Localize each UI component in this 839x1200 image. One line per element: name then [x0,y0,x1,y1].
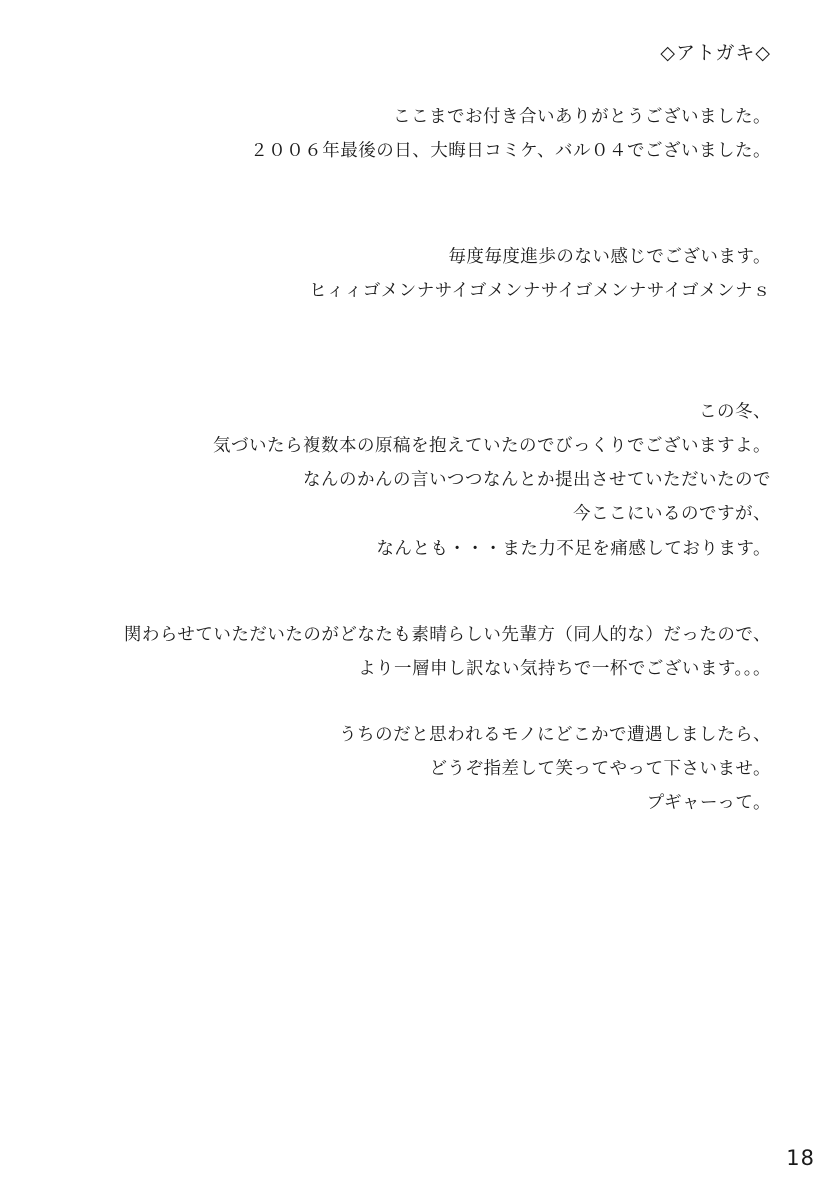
text-line: プギャーって。 [646,793,771,814]
text-block-closing [0,718,839,820]
text-line: 毎度毎度進歩のない感じでございます。 [448,247,771,267]
page-number: 18 [786,1146,815,1170]
text-line: ２００６年最後の日、大晦日コミケ、バル０４でございました。 [250,141,771,162]
text-line: 今ここにいるのですが、 [573,504,771,525]
text-block-progress [0,240,839,308]
text-line: どうぞ指差して笑ってやって下さいませ。 [429,759,771,780]
text-line: 気づいたら複数本の原稿を抱えていたのでびっくりでございますよ。 [213,436,771,457]
text-block-thanks [0,618,839,686]
text-line: なんとも・・・また力不足を痛感しております。 [376,538,771,559]
text-line: より一層申し訳ない気持ちで一杯でございます。。。 [358,659,771,680]
text-line: ヒィィゴメンナサイゴメンナサイゴメンナサイゴメンナｓ [309,281,771,302]
text-line: うちのだと思われるモノにどこかで遭遇しましたら、 [339,725,771,745]
text-line: この冬、 [699,402,771,422]
text-block-greeting [0,100,839,168]
text-line: 関わらせていただいたのがどなたも素晴らしい先輩方（同人的な）だったので、 [123,625,771,645]
text-line: ここまでお付き合いありがとうございました。 [393,107,771,127]
text-line: なんのかんの言いつつなんとか提出させていただいたので [303,470,771,491]
text-block-winter [0,395,839,566]
page-title: ◇アトガキ◇ [660,42,771,64]
